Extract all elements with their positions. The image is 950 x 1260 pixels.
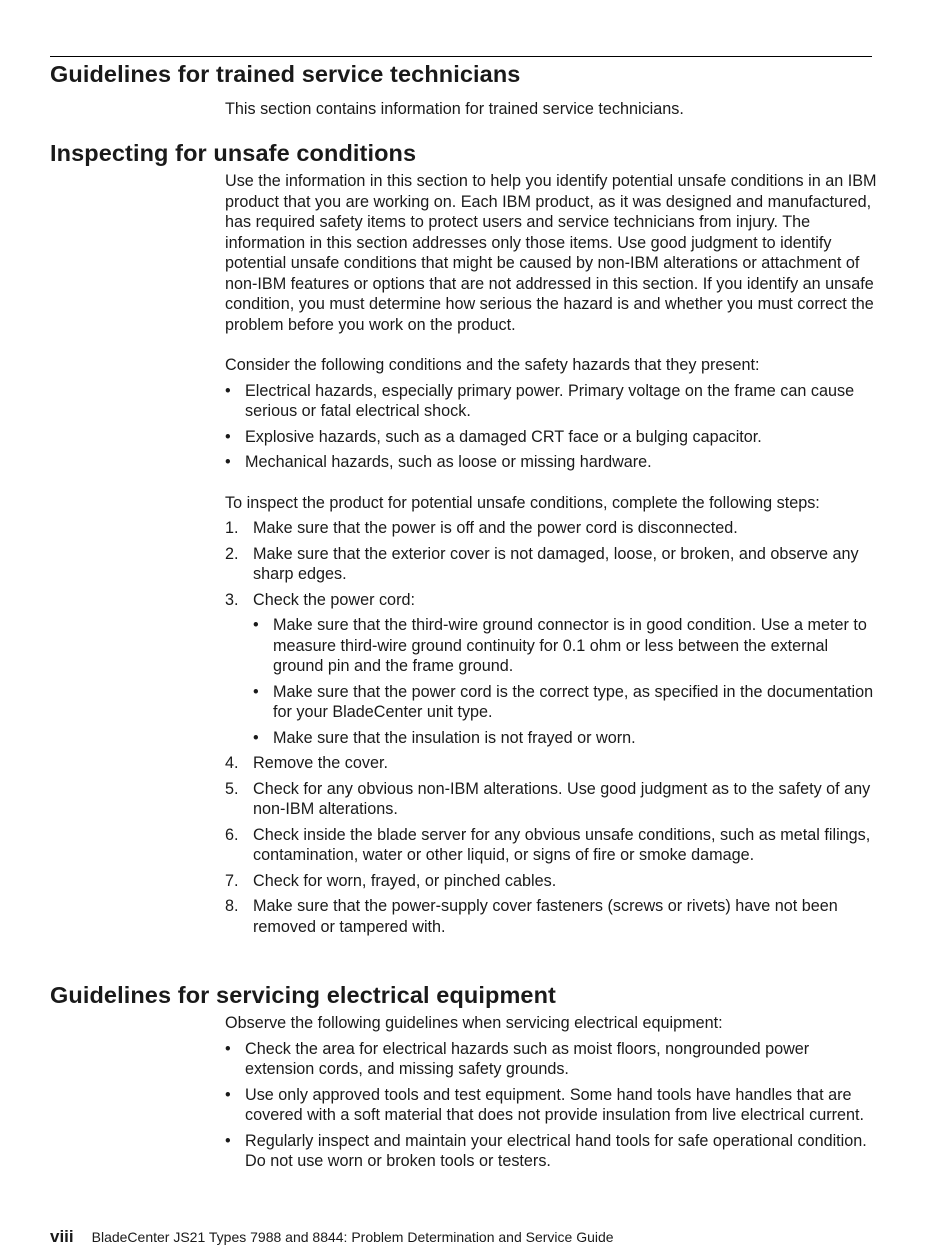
section-servicing-electrical-body: [225, 1013, 877, 1177]
step-number: 6.: [225, 825, 239, 844]
step-text: Make sure that the power is off and the power cord is disconnected.: [253, 519, 738, 537]
electrical-guidelines-list: [225, 1039, 877, 1172]
step-number: 1.: [225, 519, 239, 537]
list-item: [225, 825, 877, 866]
section-trained-technicians-body: [225, 99, 877, 120]
step-text: Remove the cover.: [253, 754, 388, 772]
list-item: • Use only approved tools and test equipment. Some hand tools have handles that are covered with a soft material that does not provide insulation from live electrical current.: [225, 1085, 877, 1126]
step-number: 5.: [225, 779, 239, 798]
heading-trained-technicians: Guidelines for trained service technicians: [50, 61, 521, 87]
hazards-intro: Consider the following conditions and the safety hazards that they present:: [225, 356, 760, 374]
list-item: [225, 753, 877, 774]
power-cord-substeps: [253, 615, 877, 748]
list-item: • Make sure that the third-wire ground connector is in good condition. Use a meter to measure third-wire ground continuity for 0.1 ohm or less between the external ground pin and the frame ground.: [253, 615, 877, 677]
list-item: [225, 779, 877, 820]
heading-unsafe-conditions: Inspecting for unsafe conditions: [50, 140, 417, 166]
list-item: [225, 518, 877, 539]
list-item: • Regularly inspect and maintain your electrical hand tools for safe operational condition. Do not use worn or broken tools or testers.: [225, 1131, 877, 1172]
trained-technicians-intro: This section contains information for trained service technicians.: [225, 100, 684, 118]
step-number: 4.: [225, 754, 239, 772]
step-number: 7.: [225, 871, 239, 890]
list-item: [225, 544, 877, 585]
step-text: Make sure that the power-supply cover fasteners (screws or rivets) have not been removed or tampered with.: [253, 897, 838, 936]
hazards-list: [225, 381, 877, 473]
page-footer: [50, 1227, 614, 1247]
step-number: 8.: [225, 897, 239, 915]
page-number: viii: [50, 1227, 74, 1246]
step-number: 3.: [225, 590, 239, 609]
step-number: 2.: [225, 544, 239, 563]
list-item: • Check the area for electrical hazards such as moist floors, nongrounded power extension cords, and missing safety grounds.: [225, 1039, 877, 1080]
list-item: • Make sure that the power cord is the correct type, as specified in the documentation for your BladeCenter unit type.: [253, 682, 877, 723]
list-item: • Explosive hazards, such as a damaged CRT face or a bulging capacitor.: [225, 427, 877, 448]
step-text: Check inside the blade server for any obvious unsafe conditions, such as metal filings, contamination, water or other liquid, or signs of fire or smoke damage.: [253, 825, 871, 864]
unsafe-conditions-paragraph: Use the information in this section to help you identify potential unsafe conditions in an IBM product that you are working on. Each IBM product, as it was designed and manufactured, has required safety items to protect users and service technicians from injury. The information in this section addresses only those items. Use good judgment to identify potential unsafe conditions that might be caused by non-IBM alterations or attachment of non-IBM features or options that are not addressed in this section. If you identify an unsafe condition, you must determine how serious the hazard is and whether you must correct the problem before you work on the product.: [225, 172, 877, 334]
heading-servicing-electrical: Guidelines for servicing electrical equipment: [50, 982, 556, 1008]
list-item: • Make sure that the insulation is not frayed or worn.: [253, 728, 877, 749]
footer-title: BladeCenter JS21 Types 7988 and 8844: Problem Determination and Service Guide: [91, 1229, 614, 1245]
section-unsafe-conditions-body: [225, 171, 877, 942]
list-item: [225, 871, 877, 892]
step-text: Check for worn, frayed, or pinched cables.: [253, 871, 557, 890]
servicing-electrical-intro: Observe the following guidelines when servicing electrical equipment:: [225, 1014, 723, 1032]
list-item: [225, 896, 877, 937]
steps-intro: To inspect the product for potential unsafe conditions, complete the following steps:: [225, 493, 820, 512]
list-item: [225, 590, 877, 749]
list-item: • Mechanical hazards, such as loose or missing hardware.: [225, 452, 877, 473]
top-rule: [50, 56, 872, 57]
list-item: • Electrical hazards, especially primary power. Primary voltage on the frame can cause serious or fatal electrical shock.: [225, 381, 877, 422]
inspection-steps-list: [225, 518, 877, 937]
step-text: Check the power cord:: [253, 590, 415, 609]
step-text: Make sure that the exterior cover is not damaged, loose, or broken, and observe any sharp edges.: [253, 544, 859, 583]
step-text: Check for any obvious non-IBM alterations. Use good judgment as to the safety of any non-IBM alterations.: [253, 779, 871, 818]
